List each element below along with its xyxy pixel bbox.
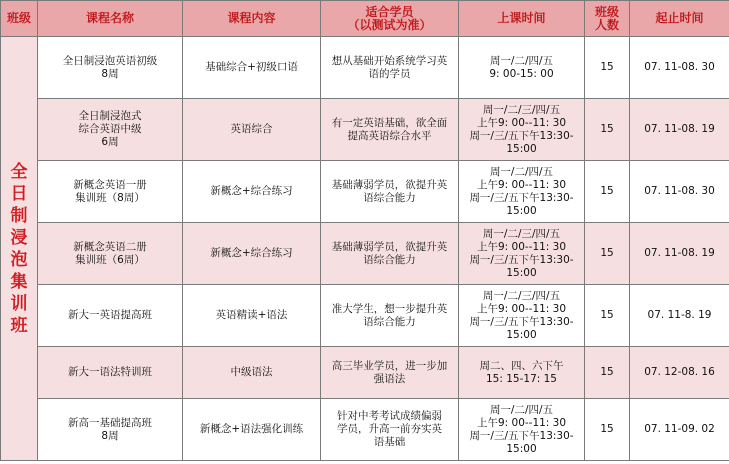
time-line: 15:00	[506, 442, 537, 455]
group-label-char: 日	[10, 183, 28, 204]
time-line: 周一/三/五下午13:30-	[469, 253, 574, 266]
suitable-line: 语的学员	[368, 67, 411, 80]
course-name-cell	[38, 399, 183, 461]
course-content-cell: 中级语法	[183, 347, 321, 399]
dates-cell: 07. 11-8. 19	[630, 285, 729, 347]
header-size	[585, 1, 630, 37]
header-time: 上课时间	[459, 1, 585, 37]
time-line: 上午9: 00--11: 30	[476, 116, 567, 129]
suitable-line: 想从基础开始系统学习英	[331, 54, 448, 67]
table-row	[1, 37, 729, 99]
table-row	[1, 161, 729, 223]
course-content-cell: 英语精读+语法	[183, 285, 321, 347]
suitable-line: 提高英语综合水平	[347, 129, 432, 142]
class-size-cell: 15	[585, 285, 630, 347]
time-line: 15:00	[506, 328, 537, 341]
suitable-line: 准大学生，想一步提升英	[331, 302, 448, 315]
header-course-name: 课程名称	[38, 1, 183, 37]
suitable-cell	[321, 99, 459, 161]
course-name-line: 全日制浸泡英语初级	[62, 54, 158, 67]
suitable-line: 有一定英语基础，欲全面	[331, 116, 448, 129]
suitable-line: 强语法	[373, 372, 406, 385]
class-size-cell: 15	[585, 161, 630, 223]
header-class: 班级	[1, 1, 38, 37]
suitable-line: 语基础	[373, 436, 406, 448]
suitable-cell	[321, 37, 459, 99]
group-label-char: 浸	[10, 227, 28, 248]
header-row	[1, 1, 729, 37]
time-line: 上午9: 00--11: 30	[476, 302, 567, 315]
time-line: 周一/二/四/五	[489, 165, 554, 178]
time-line: 周一/二/四/五	[489, 403, 554, 416]
class-size-cell: 15	[585, 99, 630, 161]
course-name-line: 集训班（8周）	[75, 191, 145, 204]
course-name-cell	[38, 223, 183, 285]
group-label-char: 全	[10, 161, 28, 182]
class-size-cell: 15	[585, 347, 630, 399]
time-line: 周一/三/五下午13:30-	[469, 191, 574, 204]
header-suitable	[321, 1, 459, 37]
dates-cell: 07. 11-08. 19	[630, 223, 729, 285]
course-name-line: 新大一语法特训班	[68, 366, 152, 378]
course-content-cell: 基础综合+初级口语	[183, 37, 321, 99]
header-dates: 起止时间	[630, 1, 729, 37]
course-name-line: 新概念英语一册	[73, 178, 147, 191]
time-line: 周二、四、六下午	[479, 359, 564, 372]
course-content-cell: 新概念+语法强化训练	[183, 399, 321, 461]
time-cell	[459, 161, 585, 223]
course-name-cell	[38, 285, 183, 347]
course-name-cell	[38, 161, 183, 223]
course-name-line: 8周	[101, 67, 119, 80]
time-line: 15:00	[506, 204, 537, 217]
time-cell	[459, 37, 585, 99]
suitable-cell	[321, 223, 459, 285]
group-label-char: 制	[10, 205, 28, 226]
table-row	[1, 99, 729, 161]
course-content-cell: 新概念+综合练习	[183, 161, 321, 223]
suitable-cell	[321, 399, 459, 461]
suitable-line: 基础薄弱学员，欲提升英	[331, 240, 448, 253]
course-name-line: 8周	[101, 429, 119, 442]
course-name-cell	[38, 99, 183, 161]
course-name-cell	[38, 347, 183, 399]
group-label-char: 训	[10, 293, 28, 314]
time-cell	[459, 399, 585, 461]
dates-cell: 07. 11-08. 19	[630, 99, 729, 161]
suitable-line: 语综合能力	[363, 253, 416, 266]
time-line: 上午9: 00--11: 30	[476, 178, 567, 191]
time-line: 15:00	[506, 142, 537, 155]
time-line: 周一/三/五下午13:30-	[469, 129, 574, 142]
table-row	[1, 285, 729, 347]
time-cell	[459, 285, 585, 347]
suitable-cell	[321, 285, 459, 347]
suitable-line: 高三毕业学员，进一步加	[331, 359, 448, 372]
dates-cell: 07. 11-08. 30	[630, 37, 729, 99]
table-row	[1, 399, 729, 461]
course-name-line: 综合英语中级	[78, 123, 142, 135]
course-name-line: 6周	[101, 136, 119, 148]
course-name-cell	[38, 37, 183, 99]
dates-cell: 07. 11-08. 30	[630, 161, 729, 223]
time-line: 周一/二/三/四/五	[482, 227, 561, 240]
time-line: 上午9: 00--11: 30	[476, 240, 567, 253]
group-label	[1, 37, 38, 461]
class-size-cell: 15	[585, 37, 630, 99]
course-name-line: 新高一基础提高班	[68, 416, 152, 429]
time-cell	[459, 223, 585, 285]
table-row	[1, 223, 729, 285]
time-cell	[459, 347, 585, 399]
suitable-line: 针对中考考试成绩偏弱	[337, 410, 442, 422]
course-name-line: 全日制浸泡式	[78, 110, 142, 122]
class-size-cell: 15	[585, 223, 630, 285]
header-size-line2: 人数	[594, 17, 619, 32]
suitable-cell	[321, 347, 459, 399]
time-line: 周一/二/三/四/五	[482, 103, 561, 116]
course-content-cell: 新概念+综合练习	[183, 223, 321, 285]
dates-cell: 07. 12-08. 16	[630, 347, 729, 399]
suitable-cell	[321, 161, 459, 223]
suitable-line: 基础薄弱学员，欲提升英	[331, 178, 448, 191]
time-line: 9: 00-15: 00	[489, 67, 554, 80]
header-suitable-line1: 适合学员	[365, 4, 414, 19]
suitable-line: 语综合能力	[363, 315, 416, 328]
header-suitable-line2: （以测试为准）	[347, 17, 432, 32]
course-content-cell: 英语综合	[183, 99, 321, 161]
time-cell	[459, 99, 585, 161]
time-line: 周一/二/四/五	[489, 54, 554, 67]
class-size-cell: 15	[585, 399, 630, 461]
header-size-line1: 班级	[594, 4, 619, 19]
suitable-line: 语综合能力	[363, 191, 416, 204]
table-row	[1, 347, 729, 399]
suitable-line: 学员，升高一前夯实英	[337, 423, 442, 435]
time-line: 15: 15-17: 15	[486, 372, 557, 385]
group-label-char: 班	[10, 315, 28, 336]
course-name-line: 新大一英语提高班	[68, 309, 152, 321]
course-name-line: 集训班（6周）	[75, 253, 145, 266]
time-line: 周一/三/五下午13:30-	[469, 315, 574, 328]
time-line: 周一/三/五下午13:30-	[469, 429, 574, 442]
dates-cell: 07. 11-09. 02	[630, 399, 729, 461]
header-content: 课程内容	[183, 1, 321, 37]
time-line: 周一/二/三/四/五	[482, 289, 561, 302]
group-label-char: 泡	[10, 249, 28, 270]
course-name-line: 新概念英语二册	[73, 240, 147, 253]
time-line: 15:00	[506, 266, 537, 279]
time-line: 上午9: 00--11: 30	[476, 416, 567, 429]
group-label-char: 集	[10, 271, 28, 292]
